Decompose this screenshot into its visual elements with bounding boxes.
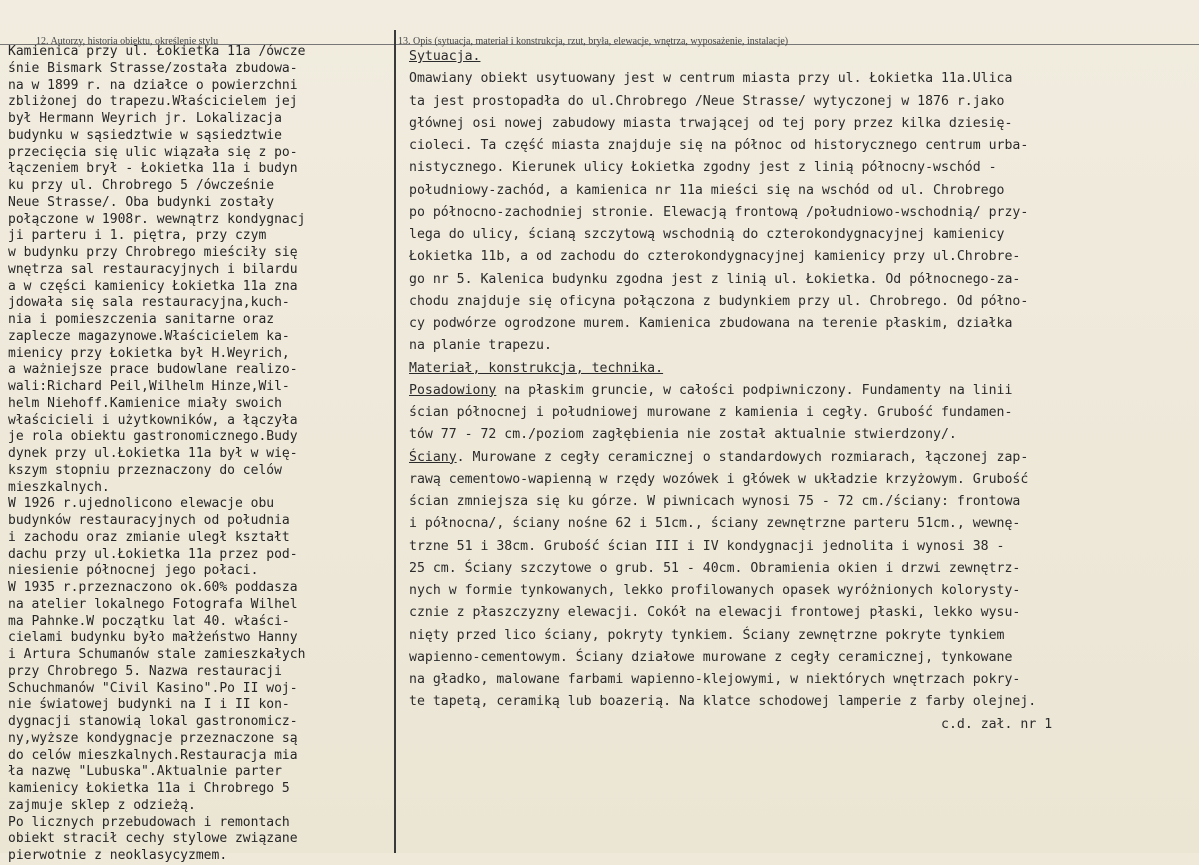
text-line: niesienie północnej jego połaci. bbox=[8, 563, 259, 579]
text-line: nia i pomieszczenia sanitarne oraz bbox=[8, 312, 275, 327]
text-line: cielami budynku było małżeństwo Hanny bbox=[8, 630, 298, 646]
text-line: cznie z płaszczyzny elewacji. Cokół na elewacji frontowej płaski, lekko wysu- bbox=[409, 605, 1021, 621]
text-line: Kamienica przy ul. Łokietka 11a /ówcze bbox=[8, 44, 306, 59]
header-field-13: 13. Opis (sytuacja, materiał i konstrukcja, rzut, bryła, elewacje, wnętrza, wyposażenie, instalacje) bbox=[398, 36, 789, 47]
text-line: 25 cm. Ściany szczytowe o grub. 51 - 40cm. Obramienia okien i drzwi zewnętrz- bbox=[409, 560, 1021, 576]
text-line: zbliżonej do trapezu.Właścicielem jej bbox=[8, 94, 298, 110]
text-line: Omawiany obiekt usytuowany jest w centrum miasta przy ul. Łokietka 11a.Ulica bbox=[409, 71, 1013, 87]
text-line: do celów mieszkalnych.Restauracja mia bbox=[8, 747, 298, 763]
text-line: ji parteru i 1. piętra, przy czym bbox=[8, 228, 267, 244]
text-line: nięty przed lico ściany, pokryty tynkiem. Ściany zewnętrzne pokryte tynkiem bbox=[409, 627, 1005, 643]
text-line: na planie trapezu. bbox=[409, 338, 552, 354]
text-line: rawą cementowo-wapienną w rzędy wozówek i główek w układzie krzyżowym. Grubość bbox=[409, 471, 1029, 487]
text-line: w budynku przy Chrobrego mieściły się bbox=[8, 245, 298, 260]
text-line: na w 1899 r. na działce o powierzchni bbox=[8, 77, 298, 93]
text-line: dachu przy ul.Łokietka 11a przez pod- bbox=[8, 546, 298, 562]
history-column bbox=[8, 44, 400, 865]
sciany-first-text: . Murowane z cegły ceramicznej o standardowych rozmiarach, łączonej zap- bbox=[456, 449, 1029, 465]
text-line: ła nazwę "Lubuska".Aktualnie parter bbox=[8, 764, 282, 780]
text-line: cy podwórze ogrodzone murem. Kamienica zbudowana na terenie płaskim, działka bbox=[409, 316, 1013, 331]
description-column bbox=[409, 46, 1191, 736]
continuation-note: c.d. zał. nr 1 bbox=[941, 716, 1053, 732]
posadowiony-first-line bbox=[409, 380, 1191, 402]
text-line: i północna/, ściany nośne 62 i 51cm., ściany zewnętrzne parteru 51cm., wewnę- bbox=[409, 516, 1021, 532]
text-line: na atelier lokalnego Fotografa Wilhel bbox=[8, 596, 298, 612]
text-line: chodu znajduje się oficyna połączona z budynkiem przy ul. Chrobrego. Od półno- bbox=[409, 293, 1029, 309]
posadowiony-first-text: na płaskim gruncie, w całości podpiwniczony. Fundamenty na linii bbox=[496, 382, 1013, 398]
text-line: na gładko, malowane farbami wapienno-klejowymi, w niektórych wnętrzach pokry- bbox=[409, 672, 1021, 687]
text-line: wali:Richard Peil,Wilhelm Hinze,Wil- bbox=[8, 379, 290, 394]
text-line: wnętrza sal restauracyjnych i bilardu bbox=[8, 261, 298, 277]
text-line: go nr 5. Kalenica budynku zgodna jest z linią ul. Łokietka. Od północnego-za- bbox=[409, 271, 1021, 287]
posadowiony-text bbox=[409, 402, 1191, 447]
text-line: przy Chrobrego 5. Nazwa restauracji bbox=[8, 663, 282, 679]
text-line: po północno-zachodniej stronie. Elewacją frontową /południowo-wschodnią/ przy- bbox=[409, 204, 1029, 220]
sciany-word: Ściany bbox=[409, 449, 457, 465]
text-line: W 1935 r.przeznaczono ok.60% poddasza bbox=[8, 580, 298, 595]
text-line: zaplecze magazynowe.Właścicielem ka- bbox=[8, 328, 290, 344]
text-line: śnie Bismark Strasse/została zbudowa- bbox=[8, 60, 298, 76]
text-line: tów 77 - 72 cm./poziom zagłębienia nie został aktualnie stwierdzony/. bbox=[409, 427, 957, 443]
text-line: południowy-zachód, a kamienica nr 11a mieści się na wschód od ul. Chrobrego bbox=[409, 182, 1005, 198]
sciany-first-line bbox=[409, 447, 1191, 469]
text-line: mieszkalnych. bbox=[8, 479, 110, 495]
text-line: Schuchmanów "Civil Kasino".Po II woj- bbox=[8, 680, 298, 696]
text-line: ta jest prostopadła do ul.Chrobrego /Neue Strasse/ wytyczonej w 1876 r.jako bbox=[409, 93, 1005, 109]
text-line: łączeniem brył - Łokietka 11a i budyn bbox=[8, 161, 298, 177]
text-line: je rola obiektu gastronomicznego.Budy bbox=[8, 429, 298, 445]
text-line: Łokietka 11b, a od zachodu do czterokondygnacyjnej kamienicy przy ul.Chrobre- bbox=[409, 249, 1021, 265]
text-line: cioleci. Ta część miasta znajduje się na północ od historycznego centrum urba- bbox=[409, 138, 1029, 153]
text-line: dynek przy ul.Łokietka 11a był w wię- bbox=[8, 446, 298, 461]
text-line: i Artura Schumanów stale zamieszkałych bbox=[8, 647, 306, 662]
text-line: zajmuje sklep z odzieżą. bbox=[8, 797, 196, 813]
header-field-12: 12. Autorzy, historia obiektu, określenie stylu bbox=[36, 36, 219, 47]
text-line: ścian północnej i południowej murowane z kamienia i cegły. Grubość fundamen- bbox=[409, 405, 1013, 420]
text-line: budynku w sąsiedztwie w sąsiedztwie bbox=[8, 127, 282, 143]
text-line: a ważniejsze prace budowlane realizo- bbox=[8, 362, 298, 378]
sytuacja-text bbox=[409, 68, 1191, 357]
text-line: jdowała się sala restauracyjna,kuch- bbox=[8, 295, 290, 311]
material-heading: Materiał, konstrukcja, technika. bbox=[409, 360, 664, 376]
text-line: wapienno-cementowym. Ściany działowe murowane z cegły ceramicznej, tynkowane bbox=[409, 649, 1013, 665]
text-line: i zachodu oraz zmianie uległ kształt bbox=[8, 529, 290, 545]
text-line: Po licznych przebudowach i remontach bbox=[8, 814, 290, 830]
text-line: nistycznego. Kierunek ulicy Łokietka zgodny jest z linią północny-wschód - bbox=[409, 160, 997, 176]
sciany-text bbox=[409, 469, 1191, 714]
text-line: głównej osi nowej zabudowy miasta trwającej od tej pory przez kilka dziesię- bbox=[409, 115, 1013, 131]
text-line: pierwotnie z neoklasycyzmem. bbox=[8, 848, 228, 863]
text-line: nych w formie tynkowanych, lekko profilowanych opasek wyróżnionych kolorysty- bbox=[409, 583, 1021, 598]
text-line: był Hermann Weyrich jr. Lokalizacja bbox=[8, 111, 282, 126]
text-line: połączone w 1908r. wewnątrz kondygnacj bbox=[8, 211, 306, 227]
text-line: a w części kamienicy Łokietka 11a zna bbox=[8, 278, 298, 294]
text-line: ma Pahnke.W początku lat 40. właści- bbox=[8, 613, 290, 629]
sytuacja-heading: Sytuacja. bbox=[409, 49, 481, 64]
text-line: W 1926 r.ujednolicono elewacje obu bbox=[8, 496, 275, 512]
text-line: ścian zmniejsza się ku górze. W piwnicach wynosi 75 - 72 cm./ściany: frontowa bbox=[409, 494, 1021, 509]
text-line: właścicieli i użytkowników, a łączyła bbox=[8, 412, 298, 428]
posadowiony-word: Posadowiony bbox=[409, 382, 497, 398]
text-line: ny,wyższe kondygnacje przeznaczone są bbox=[8, 730, 298, 746]
text-line: ku przy ul. Chrobrego 5 /ówcześnie bbox=[8, 178, 275, 193]
text-line: te tapetą, ceramiką lub boazerią. Na klatce schodowej lamperie z farby olejnej. bbox=[409, 694, 1037, 710]
text-line: przecięcia się ulic wiązała się z po- bbox=[8, 144, 298, 160]
text-line: helm Niehoff.Kamienice miały swoich bbox=[8, 395, 282, 411]
text-line: mienicy przy Łokietka był H.Weyrich, bbox=[8, 345, 290, 361]
text-line: Neue Strasse/. Oba budynki zostały bbox=[8, 194, 275, 210]
text-line: dygnacji stanowią lokal gastronomicz- bbox=[8, 714, 298, 729]
text-line: nie światowej budynki na I i II kon- bbox=[8, 697, 290, 713]
text-line: lega do ulicy, ścianą szczytową wschodnią do czterokondygnacyjnej kamienicy bbox=[409, 227, 1005, 242]
text-line: budynków restauracyjnych od południa bbox=[8, 513, 290, 528]
text-line: obiekt stracił cechy stylowe związane bbox=[8, 831, 298, 847]
text-line: kamienicy Łokietka 11a i Chrobrego 5 bbox=[8, 781, 290, 796]
text-line: kszym stopniu przeznaczony do celów bbox=[8, 462, 282, 478]
text-line: trzne 51 i 38cm. Grubość ścian III i IV kondygnacji jednolita i wynosi 38 - bbox=[409, 538, 1005, 554]
